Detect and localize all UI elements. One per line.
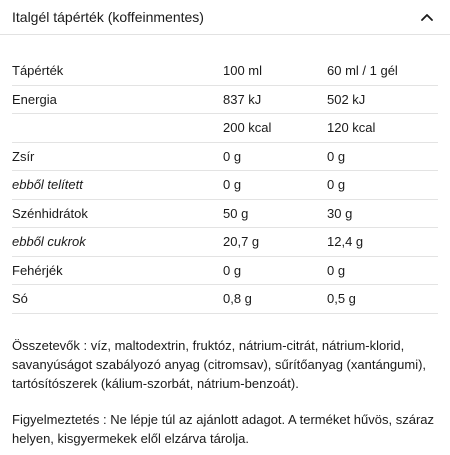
value-per-100ml: 0 g xyxy=(223,171,327,200)
chevron-up-icon[interactable] xyxy=(420,10,434,24)
header-nutrient: Tápérték xyxy=(12,57,223,85)
table-row xyxy=(12,171,438,200)
table-header-row xyxy=(12,57,438,85)
header-per-serving: 60 ml / 1 gél xyxy=(327,57,438,85)
table-row xyxy=(12,114,438,143)
value-per-100ml: 0,8 g xyxy=(223,285,327,314)
value-per-serving: 502 kJ xyxy=(327,85,438,114)
value-per-serving: 120 kcal xyxy=(327,114,438,143)
value-per-serving: 12,4 g xyxy=(327,228,438,257)
table-row xyxy=(12,85,438,114)
value-per-100ml: 0 g xyxy=(223,142,327,171)
value-per-serving: 30 g xyxy=(327,199,438,228)
ingredients-text: Összetevők : víz, maltodextrin, fruktóz, nátrium-citrát, nátrium-klorid, savanyúságot szabályozó anyag (citromsav), sűrítőanyag (xantángumi), tartósítószerek (kálium-szorbát, nátrium-benzoát). xyxy=(12,337,427,391)
value-per-serving: 0 g xyxy=(327,142,438,171)
nutrient-label: Fehérjék xyxy=(12,256,223,285)
nutrient-label: ebből telített xyxy=(12,171,223,200)
value-per-100ml: 200 kcal xyxy=(223,114,327,143)
table-row xyxy=(12,228,438,257)
nutrient-label xyxy=(12,114,223,143)
accordion-title: Italgél tápérték (koffeinmentes) xyxy=(12,9,204,25)
nutrient-label: Szénhidrátok xyxy=(12,199,223,228)
header-per-100ml: 100 ml xyxy=(223,57,327,85)
table-row xyxy=(12,199,438,228)
table-row xyxy=(12,256,438,285)
value-per-serving: 0 g xyxy=(327,256,438,285)
nutrient-label: Energia xyxy=(12,85,223,114)
value-per-serving: 0 g xyxy=(327,171,438,200)
value-per-100ml: 20,7 g xyxy=(223,228,327,257)
warning-text: Figyelmeztetés : Ne lépje túl az ajánlott adagot. A terméket hűvös, száraz helyen, kisgyermekek elől elzárva tárolja. xyxy=(12,411,434,446)
accordion-content xyxy=(0,57,450,448)
value-per-100ml: 837 kJ xyxy=(223,85,327,114)
value-per-serving: 0,5 g xyxy=(327,285,438,314)
nutrient-label: Zsír xyxy=(12,142,223,171)
nutrient-label: ebből cukrok xyxy=(12,228,223,257)
accordion-header[interactable] xyxy=(0,0,450,35)
nutrient-label: Só xyxy=(12,285,223,314)
table-row xyxy=(12,142,438,171)
value-per-100ml: 0 g xyxy=(223,256,327,285)
nutrition-table xyxy=(12,57,438,314)
value-per-100ml: 50 g xyxy=(223,199,327,228)
table-row xyxy=(12,285,438,314)
